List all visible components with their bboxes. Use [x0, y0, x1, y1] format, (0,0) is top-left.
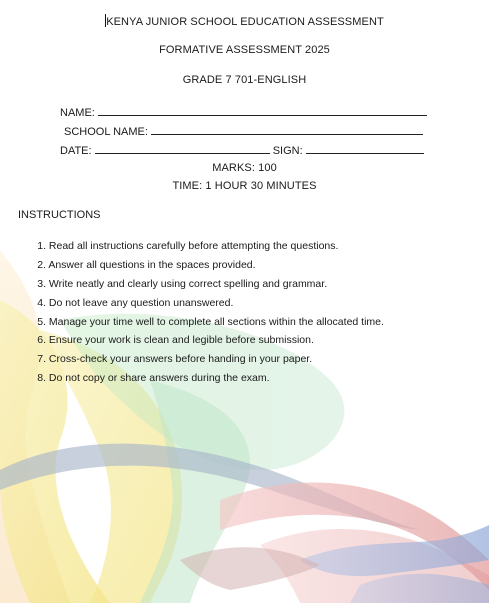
instructions-list	[18, 240, 384, 391]
list-item: 1. Read all instructions carefully before attempting the questions.	[37, 240, 339, 252]
school-name-label: SCHOOL NAME:	[64, 126, 148, 138]
date-sign-field-row	[60, 143, 424, 157]
instructions-heading: INSTRUCTIONS	[18, 209, 101, 221]
name-input-line[interactable]	[98, 105, 427, 116]
name-label: NAME:	[60, 107, 95, 119]
list-item: 7. Cross-check your answers before handing in your paper.	[37, 353, 313, 366]
school-name-field-row	[64, 124, 423, 138]
list-item: 4. Do not leave any question unanswered.	[37, 296, 234, 309]
list-item: 6. Ensure your work is clean and legible before submission.	[37, 334, 314, 347]
name-field-row	[60, 105, 427, 119]
sign-label: SIGN:	[272, 145, 303, 157]
sign-input-line[interactable]	[306, 143, 424, 154]
date-input-line[interactable]	[95, 143, 270, 154]
list-item: 5. Manage your time well to complete all sections within the allocated time.	[37, 315, 384, 328]
date-label: DATE:	[60, 145, 92, 157]
list-item: 3. Write neatly and clearly using correct spelling and grammar.	[37, 277, 328, 290]
time-allowed: TIME: 1 HOUR 30 MINUTES	[172, 180, 317, 192]
list-item: 8. Do not copy or share answers during the exam.	[37, 372, 270, 385]
grade-subject: GRADE 7 701-ENGLISH	[182, 74, 307, 86]
list-item: 2. Answer all questions in the spaces provided.	[37, 258, 256, 271]
organization-title: KENYA JUNIOR SCHOOL EDUCATION ASSESSMENT	[106, 16, 384, 28]
assessment-title: FORMATIVE ASSESSMENT 2025	[159, 44, 330, 56]
school-name-input-line[interactable]	[151, 124, 423, 135]
total-marks: MARKS: 100	[212, 162, 277, 174]
